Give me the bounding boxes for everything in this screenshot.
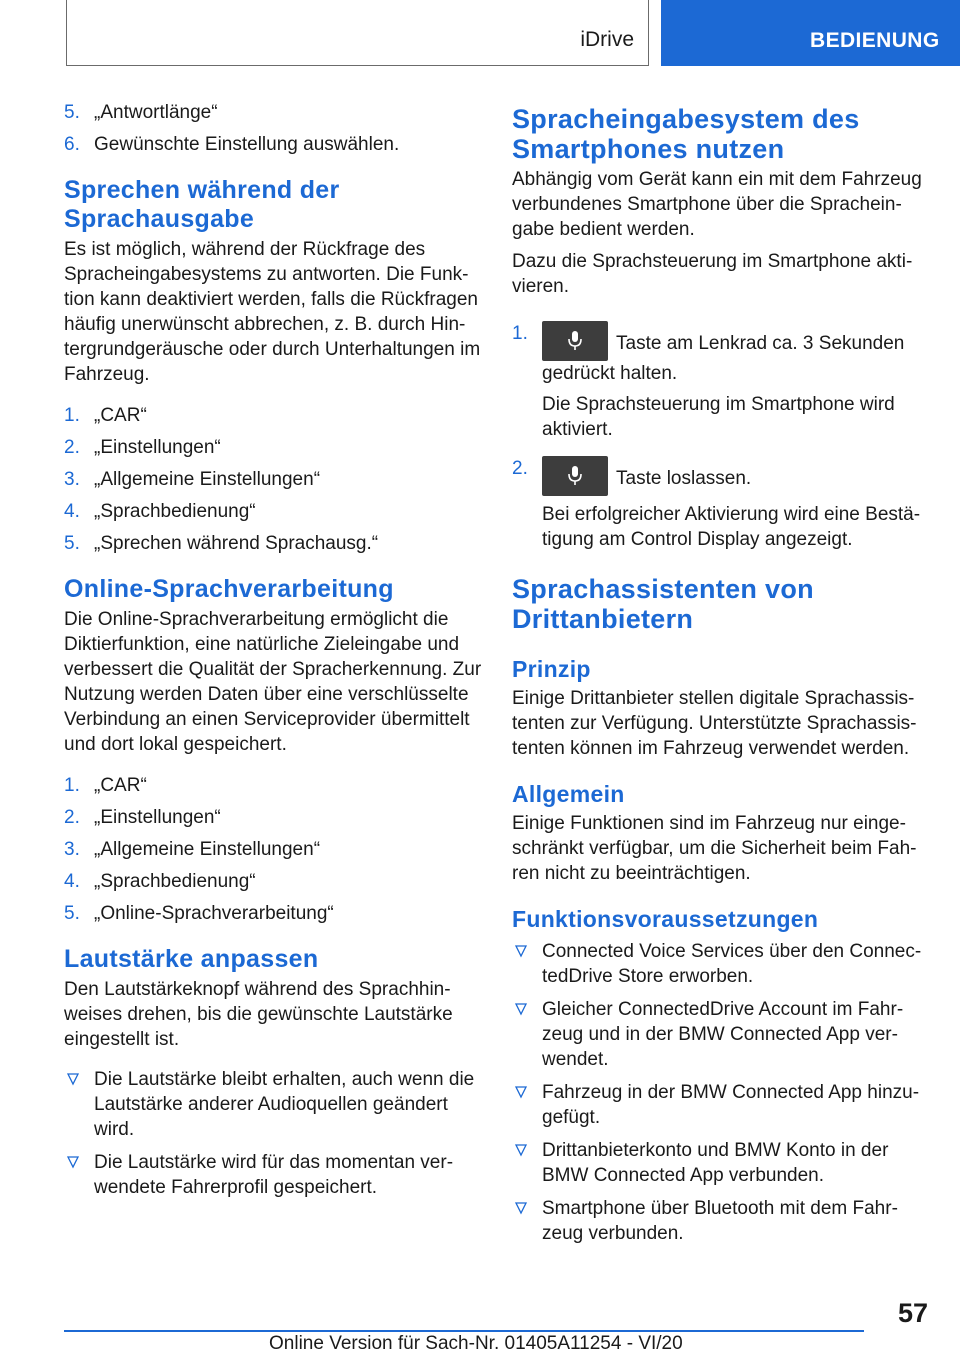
list-item: Connected Voice Services über den ConnectedDrive Store erworben. [512, 939, 932, 989]
steps-online [64, 773, 484, 926]
heading-lautstaerke: Lautstärke anpassen [64, 945, 319, 973]
top-steps-list [64, 100, 484, 157]
list-item: 5. „Sprechen während Sprachausg.“ [64, 533, 379, 554]
step-note: Bei erfolgreicher Aktivierung wird eine Bestätigung am Control Display angezeigt. [542, 504, 921, 550]
heading-sprechen: Sprechen während der Sprachausgabe [64, 176, 340, 233]
heading-prinzip: Prinzip [512, 656, 591, 682]
voice-button [542, 321, 608, 361]
heading-smartphone: Spracheingabesystem des Smartphones nutzen [512, 104, 860, 164]
paragraph-online: Die Online-Sprachverarbeitung ermöglicht die Diktierfunktion, eine natürliche Zieleingabe und verbessert die Qualität der Spracherkennung. Zur Nutzung werden Daten über eine verschlüsselte Verbindung an einen Serviceprovider übermittelt und dort lokal gespeichert. [64, 609, 482, 755]
triangle-bullet-icon [514, 944, 528, 958]
list-item: 1. Taste am Lenkrad ca. 3 Sekunden gedrückt halten. Die Sprachsteuerung im Smartphone wird aktiviert. [512, 321, 932, 442]
microphone-icon [567, 330, 583, 352]
heading-funktionsvoraussetzungen: Funktionsvoraussetzungen [512, 906, 819, 932]
steps-sprechen [64, 403, 484, 556]
footer-text: Online Version für Sach-Nr. 01405A11254 - VI/20 [269, 1333, 683, 1354]
footer-divider [64, 1330, 864, 1332]
paragraph-allgemein: Einige Funktionen sind im Fahrzeug nur eingeschränkt verfügbar, um die Sicherheit beim Fahren nicht zu beeinträchtigen. [512, 813, 917, 884]
triangle-bullet-icon [514, 1085, 528, 1099]
list-item: Die Lautstärke wird für das momentan verwendete Fahrerprofil gespeichert. [64, 1150, 484, 1200]
heading-allgemein: Allgemein [512, 781, 625, 807]
list-item: 4. „Sprachbedienung“ [64, 501, 256, 522]
list-item: 2. „Einstellungen“ [64, 437, 221, 458]
step-note: Die Sprachsteuerung im Smartphone wird aktiviert. [542, 394, 895, 440]
list-item: 1. „CAR“ [64, 775, 147, 796]
list-item: 5. „Online-Sprachverarbeitung“ [64, 903, 334, 924]
list-item: 3. „Allgemeine Einstellungen“ [64, 839, 321, 860]
triangle-bullet-icon [66, 1072, 80, 1086]
list-item: 3. „Allgemeine Einstellungen“ [64, 469, 321, 490]
paragraph-smartphone-2: Dazu die Sprachsteuerung im Smartphone aktivieren. [512, 251, 913, 297]
triangle-bullet-icon [514, 1201, 528, 1215]
paragraph-lautstaerke: Den Lautstärkeknopf während des Sprachhinweises drehen, bis die gewünschte Lautstärke eingestellt ist. [64, 979, 453, 1050]
list-item: Die Lautstärke bleibt erhalten, auch wenn die Lautstärke anderer Audioquellen geändert wird. [64, 1067, 484, 1142]
voice-button [542, 456, 608, 496]
paragraph-sprechen: Es ist möglich, während der Rückfrage des Spracheingabesystems zu antworten. Die Funktion kann deaktiviert werden, falls die Rückfragen häufig unerwünscht abbrechen, z. B. durch Hintergrundgeräusche oder durch Unterhaltungen im Fahrzeug. [64, 239, 481, 385]
page-number: 57 [897, 1298, 928, 1328]
microphone-icon [567, 465, 583, 487]
chapter-tab: BEDIENUNG [661, 0, 960, 66]
paragraph-smartphone-1: Abhängig vom Gerät kann ein mit dem Fahrzeug verbundenes Smartphone über die Spracheingabe bedient werden. [512, 169, 922, 240]
list-item: 5. „Antwortlänge“ [64, 102, 218, 123]
list-item: 2. „Einstellungen“ [64, 807, 221, 828]
steps-smartphone [512, 321, 932, 552]
heading-online: Online-Sprachverarbeitung [64, 575, 394, 603]
list-item: 6. Gewünschte Einstellung auswählen. [64, 134, 400, 155]
list-item: 2. Taste loslassen. Bei erfolgreicher Aktivierung wird eine Bestätigung am Control Display angezeigt. [512, 456, 932, 552]
triangle-bullet-icon [514, 1002, 528, 1016]
right-column [512, 100, 932, 1254]
heading-drittanbieter: Sprachassistenten von Drittanbietern [512, 574, 814, 634]
list-item: 1. „CAR“ [64, 405, 147, 426]
section-tab [66, 0, 649, 66]
list-item: Drittanbieterkonto und BMW Konto in der BMW Connected App verbunden. [512, 1138, 932, 1188]
paragraph-prinzip: Einige Drittanbieter stellen digitale Sprachassistenten zur Verfügung. Unterstützte Sprachassistenten können im Fahrzeug verwendet werden. [512, 688, 917, 759]
page-footer [64, 1330, 864, 1360]
list-item: Smartphone über Bluetooth mit dem Fahrzeug verbunden. [512, 1196, 932, 1246]
list-item: Fahrzeug in der BMW Connected App hinzugefügt. [512, 1080, 932, 1130]
left-column [64, 100, 484, 1208]
triangle-bullet-icon [514, 1143, 528, 1157]
triangle-bullet-icon [66, 1155, 80, 1169]
page-header [0, 0, 960, 66]
bullets-lautstaerke [64, 1067, 484, 1200]
section-title: iDrive [580, 28, 634, 51]
list-item: Gleicher ConnectedDrive Account im Fahrzeug und in der BMW Connected App verwendet. [512, 997, 932, 1072]
list-item: 4. „Sprachbedienung“ [64, 871, 256, 892]
bullets-funktionsvoraussetzungen [512, 939, 932, 1246]
